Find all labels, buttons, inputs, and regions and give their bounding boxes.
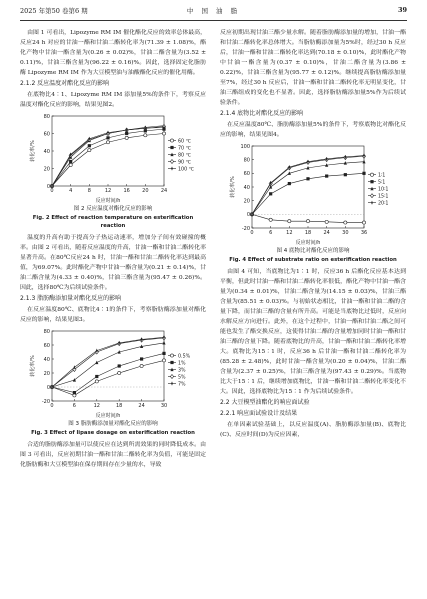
left-column — [20, 28, 206, 471]
data-point — [118, 371, 121, 374]
legend-marker — [171, 381, 173, 385]
series-1 — [250, 172, 365, 216]
x-axis-label: 反应时间/h — [95, 413, 121, 419]
data-point — [88, 144, 91, 147]
legend-label: 80 ℃ — [178, 153, 192, 159]
x-tick-label: 30 — [342, 230, 349, 236]
page-number: 39 — [397, 6, 407, 14]
data-point — [269, 218, 272, 221]
series-2 — [50, 341, 165, 389]
data-point — [69, 163, 72, 166]
x-tick-label: 20 — [142, 188, 149, 194]
section-heading: 2.2.1 响应面试验设计及结果 — [220, 410, 298, 417]
data-point — [306, 177, 309, 180]
section-heading: 2.2 大豆模型油酯化的响应面试验 — [220, 399, 310, 406]
series-4 — [51, 335, 165, 389]
series-4 — [51, 125, 165, 188]
data-point — [73, 378, 76, 382]
data-point — [306, 220, 309, 223]
legend-marker — [171, 166, 173, 170]
series-line — [52, 353, 164, 392]
series-3 — [50, 336, 165, 389]
x-tick-label: 24 — [138, 403, 145, 409]
figure-caption-en: Fig. 4 Effect of substrate ratio on esterification reaction — [229, 257, 397, 263]
x-tick-label: 8 — [87, 188, 91, 194]
data-point — [95, 361, 98, 365]
section-heading: 2.1.3 脂肪酶添加量对酯化反应的影响 — [20, 295, 122, 302]
legend-label: 7% — [178, 382, 186, 388]
legend-label: 1∶1 — [378, 173, 386, 179]
legend-marker — [170, 375, 173, 379]
data-point — [95, 380, 98, 383]
section-heading: 2.1.4 底物比对酯化反应的影响 — [220, 110, 304, 117]
y-tick-label: 20 — [43, 370, 50, 377]
paragraph: 在反应温度80℃、脂肪酶添加量5%的条件下，考察底物比对酯化反应的影响，结果见图4。 — [220, 122, 406, 138]
legend-label: 70 ℃ — [178, 146, 192, 152]
legend-label: 15∶1 — [378, 194, 389, 200]
y-tick-label: 60 — [43, 131, 50, 138]
legend-marker — [371, 201, 373, 205]
plot-frame — [52, 116, 164, 186]
y-tick-label: 0 — [246, 212, 250, 219]
data-point — [125, 136, 128, 139]
legend-marker — [170, 361, 173, 364]
legend-label: 1% — [178, 361, 186, 367]
journal-name: 中 国 油 脂 — [186, 7, 241, 15]
y-tick-label: 0 — [46, 183, 50, 190]
data-point — [362, 172, 365, 175]
data-point — [288, 182, 291, 185]
data-point — [69, 160, 72, 163]
y-tick-label: 20 — [243, 198, 250, 205]
data-point — [118, 364, 121, 367]
x-tick-label: 12 — [93, 403, 100, 409]
header-rule — [20, 20, 407, 21]
figure-caption-en: Fig. 3 Effect of lipase dosage on esterification reaction — [31, 430, 195, 436]
x-tick-label: 24 — [323, 230, 330, 236]
figure-4 — [228, 142, 398, 246]
paragraph: 温度的升高有助于提高分子热运动速率，增加分子间有效碰撞的概率。由图 2 可看出，随着反应温度的升高，甘油一酯和甘油二酯转化率显著升高。在80℃反应24 h 时，甘油一酯和甘油二酯转化率达到最高值，为69.07%。此时酯化产物中甘油一酯含量为(0.21 ± 0.14)%，甘油二酯含量为(4.33 ± 0.40)%，甘油三酯含量为(95.47 ± 0.26)%。因此，选择80℃为后续试验条件。 — [20, 235, 206, 291]
y-tick-label: 0 — [46, 384, 50, 391]
y-tick-label: -20 — [41, 398, 50, 405]
series-1 — [50, 128, 165, 188]
page-header — [20, 6, 407, 18]
legend-label: 20∶1 — [378, 201, 389, 207]
x-tick-label: 0 — [250, 230, 254, 236]
x-tick-label: 18 — [304, 230, 312, 236]
x-axis-label: 反应时间/h — [95, 198, 121, 204]
y-tick-label: 80 — [243, 157, 250, 164]
y-tick-label: 40 — [43, 356, 50, 363]
legend-marker — [170, 139, 173, 142]
data-point — [73, 391, 76, 394]
right-column — [220, 28, 406, 441]
y-axis-label: 转化率/% — [30, 355, 36, 377]
fig2-chart — [28, 112, 198, 204]
data-point — [344, 173, 347, 176]
section-heading: 2.1.2 反应温度对酯化反应的影响 — [20, 80, 110, 87]
paragraph: 在反应温度80℃、底物比4∶1的条件下，考察脂肪酶添加量对酯化反应的影响，结果见图3。 — [20, 307, 206, 323]
data-point — [106, 136, 109, 139]
series-line — [52, 337, 164, 387]
data-point — [325, 174, 328, 177]
series-line — [52, 127, 164, 186]
paragraph: 合适的脂肪酶添加量可以使反应在达到所需效果的同时降低成本。由图 3 可看出，反应初期甘油一酯和甘油二酯转化率为负值，可能是固定化脂肪酶和大豆模型油在保存期间存在少量的水，导致 — [20, 442, 206, 468]
figure-caption: 图 4 底物比对酯化反应的影响 — [276, 248, 350, 254]
paragraph: 反应初期出现甘油三酯少量水解。随着脂肪酶添加量的增加，甘油一酯和甘油二酯转化率总体增大。当脂肪酶添加量为5%时，经过30 h 反应后，甘油一酯和甘油二酯转化率达到(70.18 ± 0.10)%，此时酯化产物中甘油一酯含量为(0.37 ± 0.10)%，甘油二酯含量为(3.86 ± 0.22)%，甘油三酯含量为(95.77 ± 0.12)%。继续提高脂肪酶添加量至7%，经过30 h 反应后，甘油一酯和甘油二酯转化率无明显变化，甘油三酯组成的变化也不显著。因此，选择脂肪酶添加量5%作为后续试验条件。 — [220, 30, 406, 106]
legend-marker — [370, 180, 373, 183]
data-point — [162, 352, 165, 355]
x-tick-label: 16 — [123, 188, 130, 194]
data-point — [140, 357, 143, 360]
x-tick-label: 12 — [104, 188, 112, 194]
legend-label: 100 ℃ — [178, 167, 195, 173]
x-tick-label: 4 — [69, 188, 73, 194]
legend-label: 90 ℃ — [178, 160, 192, 166]
legend-label: 10∶1 — [378, 187, 389, 193]
y-tick-label: 60 — [43, 342, 50, 349]
data-point — [144, 134, 147, 137]
series-line — [52, 343, 164, 387]
paragraph: 在底物比4∶1、Lipozyme RM IM 添加量5%的条件下，考察反应温度对酯化反应的影响，结果见图2。 — [20, 92, 206, 108]
data-point — [362, 221, 365, 224]
legend-marker — [370, 194, 373, 198]
figure-caption: 图 3 脂肪酶添加量对酯化反应的影响 — [68, 421, 158, 427]
legend-label: 3% — [178, 368, 186, 374]
legend-marker — [170, 146, 173, 149]
data-point — [106, 141, 109, 144]
y-tick-label: 100 — [240, 143, 250, 150]
figure-2 — [28, 112, 198, 204]
x-tick-label: 6 — [72, 403, 76, 409]
series-line — [52, 360, 164, 395]
x-tick-label: 36 — [360, 230, 368, 236]
x-tick-label: 0 — [50, 188, 54, 194]
legend-marker — [170, 160, 173, 164]
legend-label: 60 ℃ — [178, 139, 192, 145]
y-tick-label: 20 — [43, 166, 50, 173]
series-line — [252, 156, 364, 214]
x-tick-label: 30 — [160, 403, 168, 409]
data-point — [162, 341, 165, 345]
y-tick-label: -20 — [241, 225, 250, 232]
data-point — [88, 149, 91, 152]
data-point — [344, 221, 347, 224]
y-tick-label: 60 — [243, 171, 250, 178]
x-tick-label: 0 — [50, 403, 54, 409]
x-tick-label: 12 — [286, 230, 293, 236]
y-tick-label: 40 — [43, 148, 50, 155]
fig3-chart — [28, 327, 198, 419]
legend-marker — [170, 354, 173, 357]
series-line — [252, 162, 364, 215]
legend-marker — [370, 173, 373, 176]
plot-frame — [52, 331, 164, 401]
legend-label: 0.5% — [178, 354, 191, 360]
data-point — [162, 359, 165, 362]
x-axis-label: 反应时间/h — [295, 240, 321, 246]
data-point — [73, 394, 76, 397]
x-tick-label: 24 — [160, 188, 168, 194]
y-tick-label: 80 — [43, 328, 50, 335]
figure-3 — [28, 327, 198, 419]
paragraph: 由图 1 可看出，Lipozyme RM IM 催化酯化反应的效率总体最高，反应24 h 对应的甘油一酯和甘油二酯转化率为(71.39 ± 1.08)%，酯化产物中甘油一酯含量为(0.26 ± 0.02)%，甘油二酯含量为(3.52 ± 0.11)%，甘油三酯含量为(96.22 ± 0.16)%。因此，选择固定化脂肪酶 Lipozyme RM IM 作为大豆模型油与油酸酯化反应的催化用酶。 — [20, 30, 206, 76]
fig4-chart — [228, 142, 398, 246]
y-axis-label: 转化率/% — [30, 140, 36, 162]
data-point — [288, 220, 291, 223]
data-point — [269, 192, 272, 195]
series-0 — [50, 359, 165, 397]
figure-caption: 图 2 反应温度对酯化反应的影响 — [73, 206, 153, 212]
data-point — [162, 132, 165, 135]
y-axis-label: 转化率/% — [230, 176, 236, 198]
legend-label: 5∶1 — [378, 180, 386, 186]
journal-issue: 2025 年第50 卷第6 期 — [20, 7, 88, 15]
data-point — [140, 364, 143, 367]
figure-caption-en: Fig. 2 Effect of reaction temperature on esterification reaction — [32, 215, 194, 229]
data-point — [325, 220, 328, 223]
paragraph: 由图 4 可知，当底物比为1∶1 时，反应36 h 后酯化反应基本达到平衡，但此时甘油一酯和甘油二酯转化率很低，酯化产物中甘油一酯含量为(0.34 ± 0.01)%，甘油二酯含量为(14.15 ± 0.03)%，甘油三酯含量为(85.51 ± 0.03)%。与初始状态相比，甘油一酯和甘油二酯的含量下降，而甘油三酯的含量有所升高。可能是当底物比过低时，反应向水解反应方向进行。此外，在这个过程中，甘油一酯和甘油二酯之间可能也发生了酯交换反应，这使得甘油二酯的含量增加同时甘油一酯和甘油三酯的含量下降。随着底物比的升高，甘油一酯和甘油二酯转化率增大。底物比为15∶1 时，反应36 h 后甘油一酯和甘油二酯转化率为(85.28 ± 2.48)%，此时甘油一酯含量为(0.20 ± 0.04)%，甘油二酯含量为(2.37 ± 0.25)%，甘油三酯含量为(97.43 ± 0.29)%。当底物比大于15∶1 后，继续增加底物比，甘油一酯和甘油二酯转化率变化不大。因此，选择底物比为15∶1 作为后续试验条件。 — [220, 269, 406, 395]
legend-label: 5% — [178, 375, 186, 381]
x-tick-label: 6 — [269, 230, 273, 236]
paragraph: 在单因素试验基础上，以反应温度(A)、脂肪酶添加量(B)、底物比(C)、反应时间(D)为反应因素， — [220, 422, 406, 438]
data-point — [95, 375, 98, 378]
y-tick-label: 40 — [243, 184, 250, 191]
x-tick-label: 18 — [116, 403, 123, 409]
y-tick-label: 80 — [43, 113, 50, 120]
